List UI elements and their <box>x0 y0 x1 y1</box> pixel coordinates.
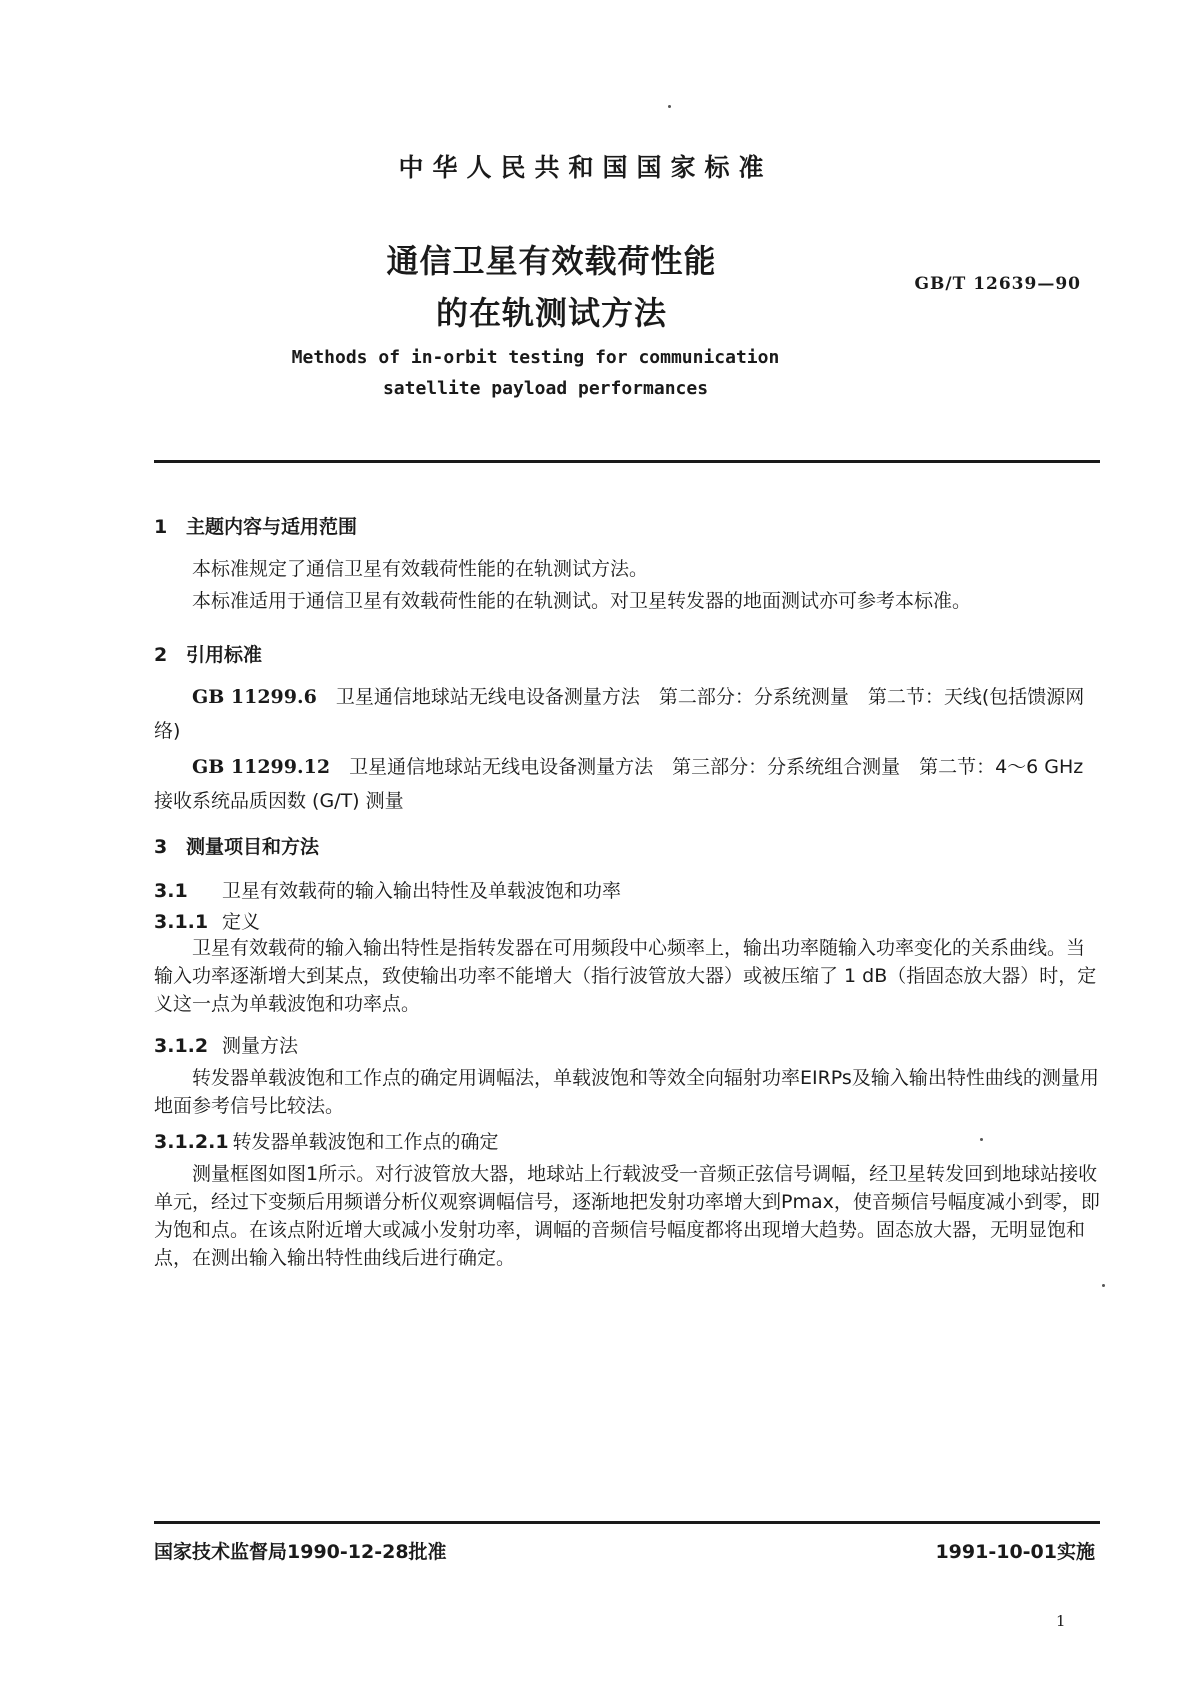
reference-standard-2 <box>154 750 1100 818</box>
english-title-line1: Methods of in-orbit testing for communication <box>291 347 780 368</box>
scan-speck <box>668 105 671 108</box>
reference-2-text: 卫星通信地球站无线电设备测量方法 第三部分：分系统组合测量 第二节：4～6 GHz接收系统品质因数 (G/T) 测量 <box>154 756 1084 812</box>
subsection-3-1-title: 卫星有效载荷的输入输出特性及单载波饱和功率 <box>222 880 622 902</box>
section-1-number: 1 <box>154 516 168 538</box>
reference-2-code: GB 11299.12 <box>192 756 331 778</box>
subsection-3-1-2-title: 测量方法 <box>222 1035 299 1057</box>
section-1-paragraph-1: 本标准规定了通信卫星有效载荷性能的在轨测试方法。 <box>192 558 649 580</box>
subsection-3-1-2-number: 3.1.2 <box>154 1035 209 1057</box>
section-2-number: 2 <box>154 644 168 666</box>
section-3-heading <box>154 832 319 859</box>
subsection-3-1-2-heading <box>154 1031 298 1058</box>
approval-date: 国家技术监督局1990-12-28批准 <box>154 1541 447 1563</box>
implementation-date: 1991-10-01实施 <box>935 1541 1095 1563</box>
reference-standard-1 <box>154 680 1100 748</box>
subsection-3-1-1-paragraph: 卫星有效载荷的输入输出特性是指转发器在可用频段中心频率上，输出功率随输入功率变化的关系曲线。当输入功率逐渐增大到某点，致使输出功率不能增大（指行波管放大器）或被压缩了 1 dB（指固态放大器）时，定义这一点为单载波饱和功率点。 <box>154 937 1097 1015</box>
section-1-heading <box>154 512 357 539</box>
subsection-3-1-2-1-paragraph: 测量框图如图1所示。对行波管放大器，地球站上行载波受一音频正弦信号调幅，经卫星转发回到地球站接收单元，经过下变频后用频谱分析仪观察调幅信号，逐渐地把发射功率增大到Pmax，使音频信号幅度减小到零，即为饱和点。在该点附近增大或减小发射功率，调幅的音频信号幅度都将出现增大趋势。固态放大器，无明显饱和点，在测出输入输出特性曲线后进行确定。 <box>154 1163 1100 1269</box>
document-title-line2: 的在轨测试方法 <box>435 294 667 332</box>
subsection-3-1-1-title: 定义 <box>222 911 261 933</box>
section-1-title: 主题内容与适用范围 <box>186 516 358 538</box>
reference-1-text: 卫星通信地球站无线电设备测量方法 第二部分：分系统测量 第二节：天线(包括馈源网络) <box>154 686 1085 742</box>
subsection-3-1-2-1-number: 3.1.2.1 <box>154 1131 229 1153</box>
section-2-heading <box>154 640 262 667</box>
reference-1-code: GB 11299.6 <box>192 686 317 708</box>
scan-speck <box>980 1138 983 1141</box>
section-2-title: 引用标准 <box>186 644 263 666</box>
subsection-3-1-1-heading <box>154 907 260 934</box>
footer-divider <box>154 1521 1100 1524</box>
scan-speck <box>1102 1284 1105 1287</box>
page-number: 1 <box>1056 1612 1066 1630</box>
section-3-number: 3 <box>154 836 168 858</box>
subsection-3-1-heading <box>154 876 621 903</box>
subsection-3-1-2-1-title: 转发器单载波饱和工作点的确定 <box>232 1131 499 1153</box>
section-3-title: 测量项目和方法 <box>186 836 320 858</box>
standard-number: GB/T 12639—90 <box>914 274 1081 294</box>
english-title-line2: satellite payload performances <box>382 378 709 399</box>
section-1-paragraph-2: 本标准适用于通信卫星有效载荷性能的在轨测试。对卫星转发器的地面测试亦可参考本标准。 <box>192 590 972 612</box>
national-standard-heading: 中华人民共和国国家标准 <box>398 153 773 182</box>
subsection-3-1-2-paragraph: 转发器单载波饱和工作点的确定用调幅法，单载波饱和等效全向辐射功率EIRPs及输入输出特性曲线的测量用地面参考信号比较法。 <box>154 1067 1099 1117</box>
header-divider <box>154 460 1100 463</box>
subsection-3-1-number: 3.1 <box>154 880 188 902</box>
document-title-line1: 通信卫星有效载荷性能 <box>386 242 717 280</box>
subsection-3-1-1-number: 3.1.1 <box>154 911 209 933</box>
subsection-3-1-2-1-heading <box>154 1127 499 1154</box>
